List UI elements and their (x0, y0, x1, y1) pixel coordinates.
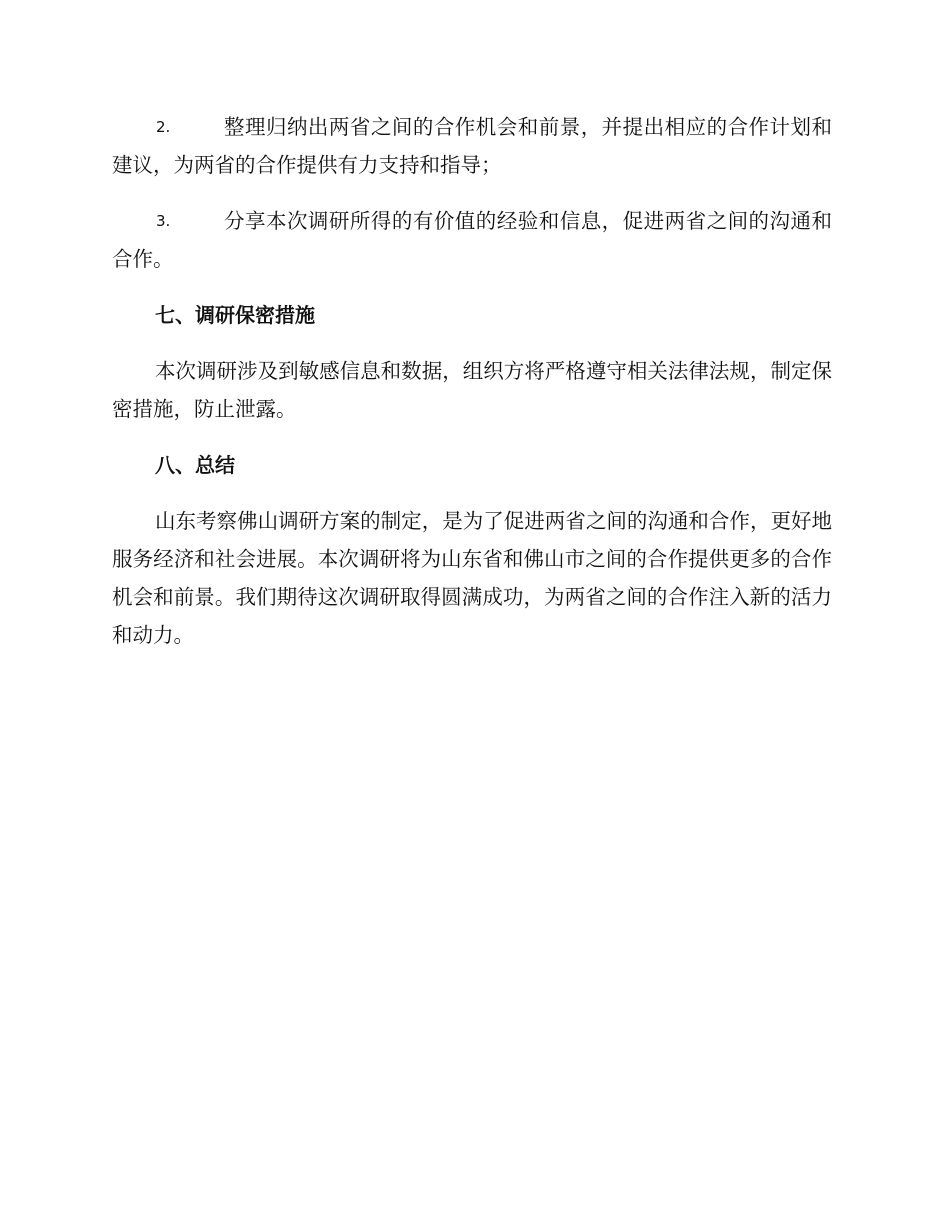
section-body-confidentiality: 本次调研涉及到敏感信息和数据，组织方将严格遵守相关法律法规，制定保密措施，防止泄露。 (112, 359, 832, 421)
document-page (112, 108, 832, 672)
section-heading-summary: 八、总结 (155, 453, 235, 477)
list-number: 2. (156, 118, 171, 136)
list-item (112, 202, 832, 278)
section-heading-confidentiality: 七、调研保密措施 (155, 303, 315, 327)
list-item-text: 整理归纳出两省之间的合作机会和前景，并提出相应的合作计划和建议，为两省的合作提供有力支持和指导； (112, 115, 832, 177)
list-item (112, 108, 832, 184)
section-body-summary: 山东考察佛山调研方案的制定，是为了促进两省之间的沟通和合作，更好地服务经济和社会进展。本次调研将为山东省和佛山市之间的合作提供更多的合作机会和前景。我们期待这次调研取得圆满成功，为两省之间的合作注入新的活力和动力。 (112, 509, 832, 647)
list-number: 3. (156, 212, 171, 230)
list-item-text: 分享本次调研所得的有价值的经验和信息，促进两省之间的沟通和合作。 (112, 209, 832, 271)
